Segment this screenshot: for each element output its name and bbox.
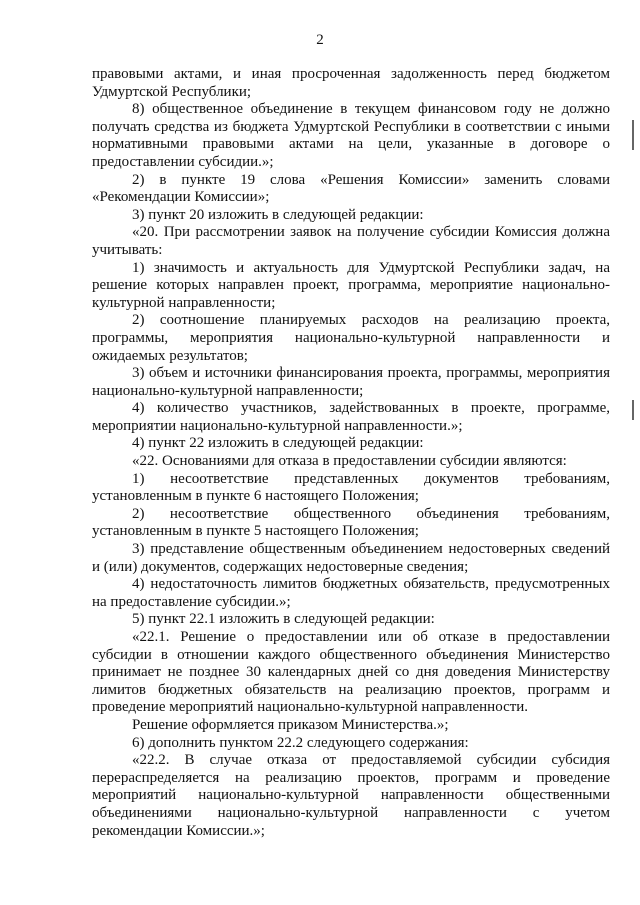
paragraph-10: 4) пункт 22 изложить в следующей редакции:	[132, 435, 424, 452]
paragraph-6: 1) значимость и актуальность для Удмуртской Республики задач, на решение которых направлен проект, программа, мероприятие национально-культурной направленности;	[92, 259, 610, 311]
paragraph-15: 4) недостаточность лимитов бюджетных обязательств, предусмотренных на предоставление субсидии.»;	[92, 576, 610, 610]
page-number: 2	[316, 32, 324, 48]
paragraph-20: «22.2. В случае отказа от предоставляемой субсидии субсидия перераспределяется на реализацию проектов, программ и проведение мероприятий национально-культурной направленности общественными объединениями национально-культурной направленности с учетом рекомендации Комиссии.»;	[92, 752, 610, 839]
document-body	[92, 66, 610, 840]
paragraph-8: 3) объем и источники финансирования проекта, программы, мероприятия национально-культурной направленности;	[92, 365, 610, 399]
paragraph-7: 2) соотношение планируемых расходов на реализацию проекта, программы, мероприятия национально-культурной направленности и ожидаемых результатов;	[92, 312, 610, 364]
paragraph-3: 2) в пункте 19 слова «Решения Комиссии» заменить словами «Рекомендации Комиссии»;	[92, 171, 610, 206]
paragraph-1: правовыми актами, и иная просроченная задолженность перед бюджетом Удмуртской Республики;	[92, 66, 610, 100]
paragraph-18: Решение оформляется приказом Министерства.»;	[132, 716, 449, 733]
scan-edge-mark	[632, 120, 634, 150]
paragraph-13: 2) несоответствие общественного объединения требованиям, установленным в пункте 5 настоящего Положения;	[92, 505, 610, 540]
paragraph-12: 1) несоответствие представленных документов требованиям, установленным в пункте 6 настоящего Положения;	[92, 470, 610, 505]
paragraph-16: 5) пункт 22.1 изложить в следующей редакции:	[132, 611, 435, 628]
paragraph-2: 8) общественное объединение в текущем финансовом году не должно получать средства из бюджета Удмуртской Республики в соответствии с иными нормативными правовыми актами на цели, указанные в договоре о предоставлении субсидии.»;	[92, 101, 610, 170]
paragraph-9: 4) количество участников, задействованных в проекте, программе, мероприятии национально-культурной направленности.»;	[92, 400, 610, 434]
paragraph-14: 3) представление общественным объединением недостоверных сведений и (или) документов, содержащих недостоверные сведения;	[92, 541, 610, 575]
paragraph-17: «22.1. Решение о предоставлении или об отказе в предоставлении субсидии в отношении каждого общественного объединения Министерство принимает не позднее 30 календарных дней со дня доведения Министерству лимитов бюджетных обязательств на реализацию проектов, программ и проведение мероприятий национально-культурной направленности.	[92, 629, 610, 716]
paragraph-5: «20. При рассмотрении заявок на получение субсидии Комиссия должна учитывать:	[92, 224, 610, 258]
paragraph-19: 6) дополнить пунктом 22.2 следующего содержания:	[132, 734, 469, 751]
paragraph-4: 3) пункт 20 изложить в следующей редакции:	[132, 206, 424, 223]
paragraph-11: «22. Основаниями для отказа в предоставлении субсидии являются:	[132, 453, 567, 470]
scan-edge-mark	[632, 400, 634, 420]
